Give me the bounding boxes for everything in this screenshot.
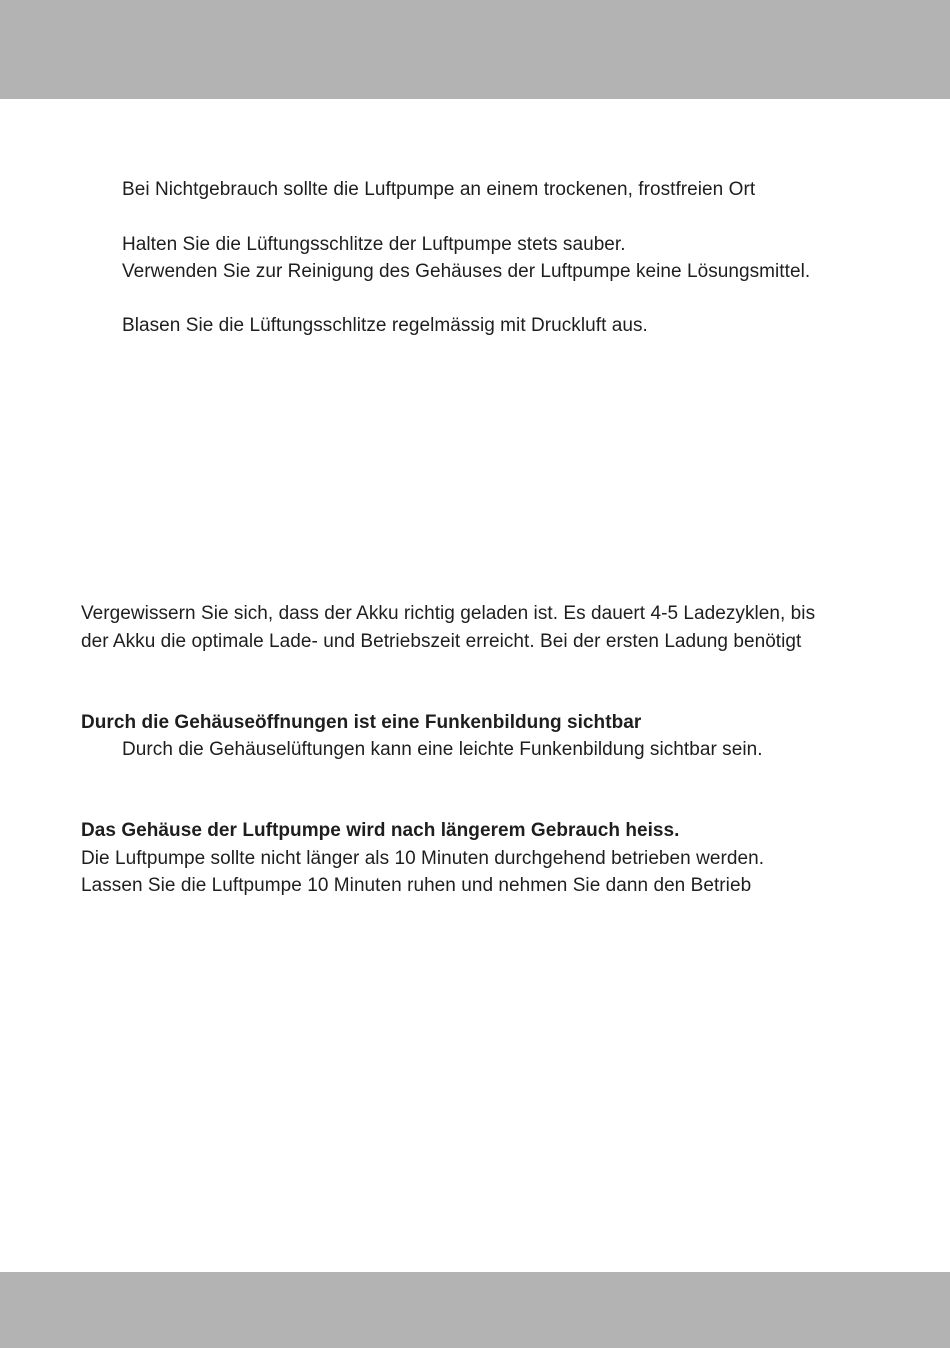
sparks-heading: Durch die Gehäuseöffnungen ist eine Funkenbildung sichtbar [81, 712, 642, 733]
cleaning-text-2: Verwenden Sie zur Reinigung des Gehäuses der Luftpumpe keine Lösungsmittel. [122, 261, 811, 282]
heat-text-1: Die Luftpumpe sollte nicht länger als 10 Minuten durchgehend betrieben werden. [81, 848, 765, 869]
battery-text-2: der Akku die optimale Lade- und Betriebszeit erreicht. Bei der ersten Ladung benötigt [81, 631, 802, 652]
battery-text-1: Vergewissern Sie sich, dass der Akku richtig geladen ist. Es dauert 4-5 Ladezyklen, bis [81, 603, 816, 624]
header-band [0, 0, 950, 99]
heat-text-2: Lassen Sie die Luftpumpe 10 Minuten ruhen und nehmen Sie dann den Betrieb [81, 875, 752, 896]
heat-heading: Das Gehäuse der Luftpumpe wird nach längerem Gebrauch heiss. [81, 820, 680, 841]
sparks-text: Durch die Gehäuselüftungen kann eine leichte Funkenbildung sichtbar sein. [122, 739, 763, 760]
cleaning-text-3: Blasen Sie die Lüftungsschlitze regelmässig mit Druckluft aus. [122, 315, 648, 336]
footer-band [0, 1272, 950, 1348]
storage-text: Bei Nichtgebrauch sollte die Luftpumpe an einem trockenen, frostfreien Ort [122, 179, 756, 200]
cleaning-text-1: Halten Sie die Lüftungsschlitze der Luftpumpe stets sauber. [122, 234, 626, 255]
